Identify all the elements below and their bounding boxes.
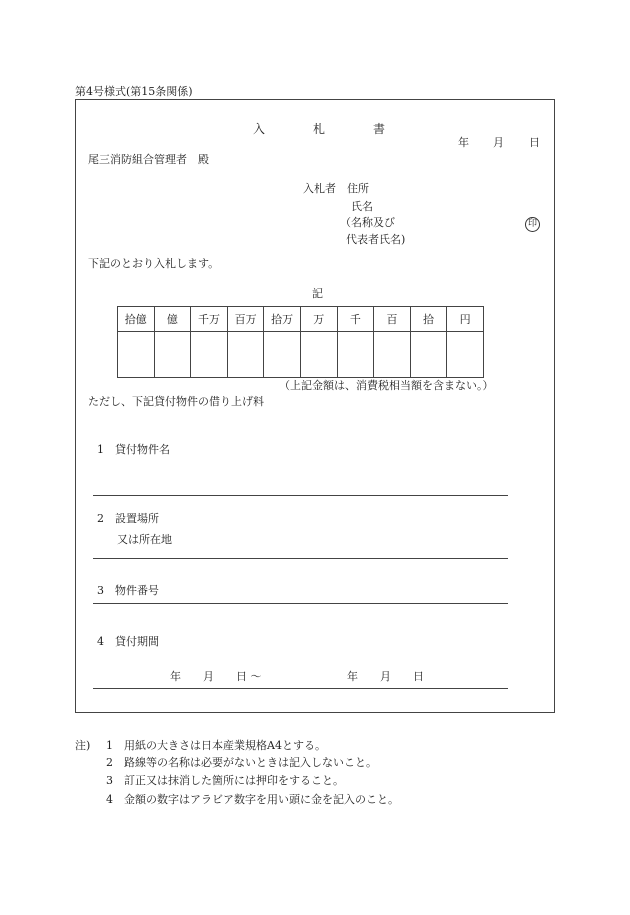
name-note-2: 代表者氏名) (346, 233, 406, 246)
date-month[interactable]: 月 (493, 136, 504, 149)
item-2-sublabel: 又は所在地 (117, 533, 172, 546)
item-2-line[interactable] (93, 558, 508, 559)
amount-header: 千万 (191, 307, 228, 332)
amount-cell[interactable] (154, 332, 191, 378)
note-item: 4 金額の数字はアラビア数字を用い頭に金を記入のこと。 (106, 793, 399, 806)
item-2-label: 2 設置場所 (97, 512, 159, 525)
ki-heading: 記 (312, 287, 323, 300)
amount-header: 拾億 (118, 307, 155, 332)
notes-label: 注) (75, 739, 91, 752)
amount-cell[interactable] (410, 332, 447, 378)
note-item: 3 訂正又は抹消した箇所には押印をすること。 (106, 774, 344, 787)
amount-cell[interactable] (447, 332, 484, 378)
amount-cell[interactable] (118, 332, 155, 378)
note-item: 2 路線等の名称は必要がないときは記入しないこと。 (106, 756, 377, 769)
bidder-name-label: 氏名 (351, 200, 373, 213)
note-item: 1 用紙の大きさは日本産業規格A4とする。 (106, 739, 326, 752)
amount-cell[interactable] (191, 332, 228, 378)
period-end[interactable]: 年 月 日 (347, 670, 424, 683)
item-3-line[interactable] (93, 603, 508, 604)
amount-header: 千 (337, 307, 374, 332)
amount-header: 万 (300, 307, 337, 332)
item-4-label: 4 貸付期間 (97, 635, 159, 648)
amount-cell[interactable] (264, 332, 301, 378)
bidder-address-label: 入札者 住所 (303, 182, 369, 195)
proviso-text: ただし、下記貸付物件の借り上げ料 (88, 395, 264, 408)
tax-note: （上記金額は、消費税相当額を含まない。） (279, 379, 494, 392)
name-note-1: （名称及び (340, 216, 395, 229)
item-4-line (93, 688, 508, 689)
amount-header: 億 (154, 307, 191, 332)
amount-cell[interactable] (374, 332, 411, 378)
amount-header: 円 (447, 307, 484, 332)
amount-header: 拾 (410, 307, 447, 332)
form-label: 第4号様式(第15条関係) (75, 85, 193, 98)
amount-cell[interactable] (300, 332, 337, 378)
amount-table (117, 306, 484, 378)
amount-header-row (118, 307, 484, 332)
date-year[interactable]: 年 (458, 136, 469, 149)
amount-cell[interactable] (227, 332, 264, 378)
seal-mark: 印 (525, 217, 540, 232)
amount-header: 百万 (227, 307, 264, 332)
intro-text: 下記のとおり入札します。 (88, 257, 220, 270)
item-1-label: 1 貸付物件名 (97, 443, 170, 456)
date-day[interactable]: 日 (529, 136, 540, 149)
amount-header: 百 (374, 307, 411, 332)
amount-cell[interactable] (337, 332, 374, 378)
amount-header: 拾万 (264, 307, 301, 332)
period-start[interactable]: 年 月 日 ～ (170, 670, 262, 683)
form-title: 入 札 書 (253, 122, 386, 136)
addressee: 尾三消防組合管理者 殿 (88, 153, 209, 166)
item-1-line[interactable] (93, 495, 508, 496)
amount-value-row (118, 332, 484, 378)
item-3-label: 3 物件番号 (97, 584, 159, 597)
